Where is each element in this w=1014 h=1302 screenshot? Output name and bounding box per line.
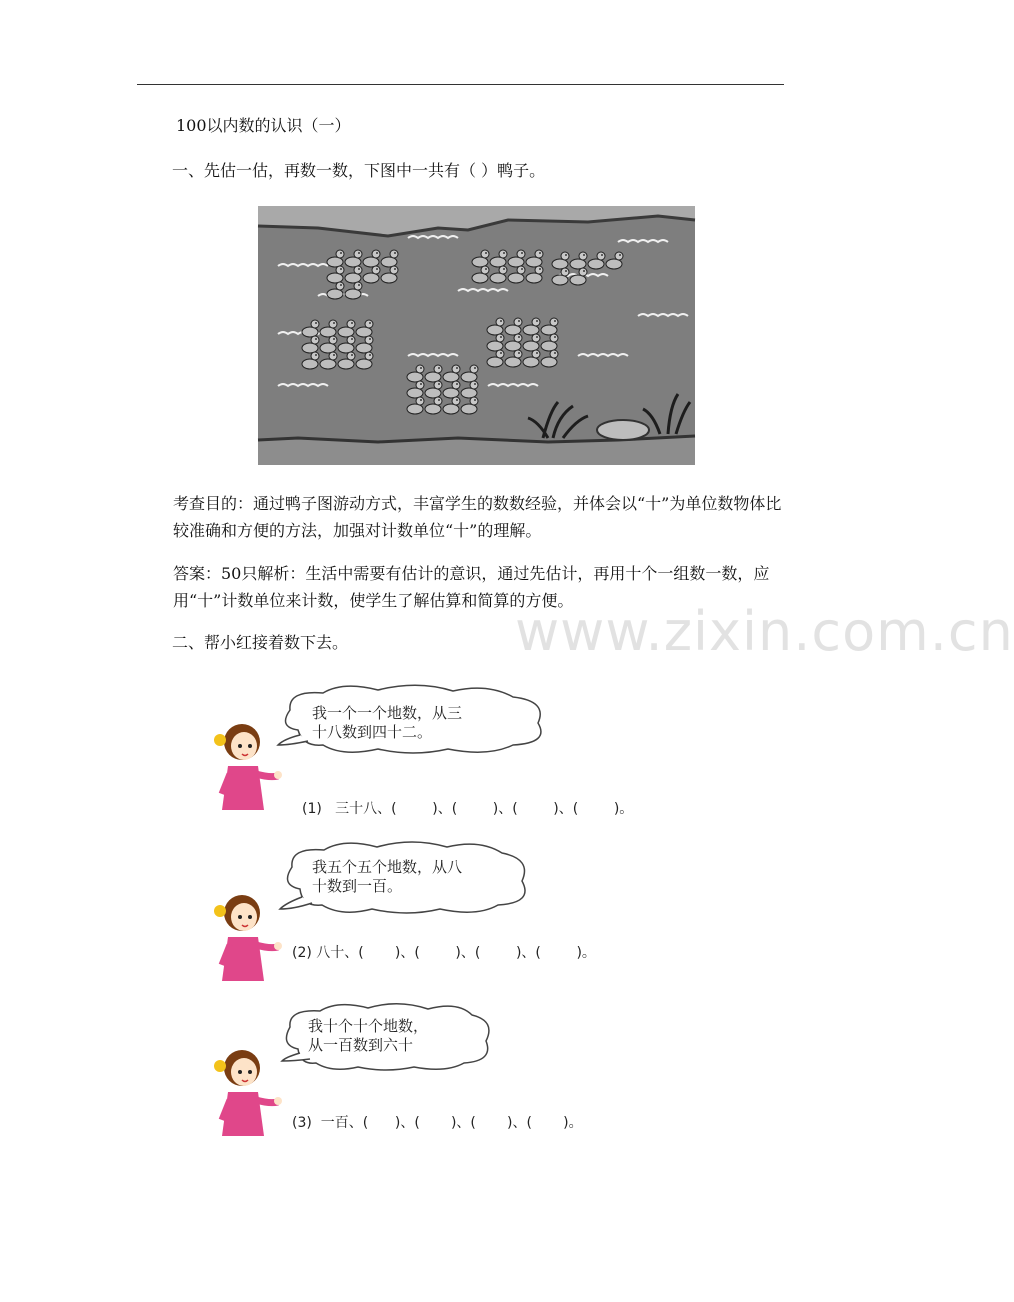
duck-mark <box>338 336 355 353</box>
watermark: www.zixin.com.cn <box>515 600 1014 663</box>
duck-mark <box>407 365 424 382</box>
duck-mark <box>487 350 504 367</box>
duck-mark <box>443 397 460 414</box>
duck-mark <box>356 320 373 337</box>
question-1-prompt: 一、先估一估，再数一数，下图中一共有（ ）鸭子。 <box>172 161 546 180</box>
duck-mark <box>505 334 522 351</box>
answer-line-2: (2) 八十、( )、( )、( )、( )。 <box>292 945 596 961</box>
duck-mark <box>461 381 478 398</box>
duck-mark <box>407 381 424 398</box>
bubble-1-line-2: 十八数到四十二。 <box>312 723 433 741</box>
duck-mark <box>356 352 373 369</box>
duck-mark <box>327 266 344 283</box>
duck-mark <box>570 268 587 285</box>
duck-mark <box>320 320 337 337</box>
wave-mark <box>408 236 458 238</box>
duck-mark <box>490 266 507 283</box>
duck-mark <box>302 352 319 369</box>
answer-line-1: (1) 三十八、( )、( )、( )、( )。 <box>302 801 634 817</box>
bubble-2 <box>312 858 462 896</box>
duck-mark <box>508 250 525 267</box>
girl-figure-3 <box>208 1044 283 1139</box>
duck-mark <box>425 397 442 414</box>
duck-mark <box>472 266 489 283</box>
duck-mark <box>606 252 623 269</box>
duck-mark <box>338 352 355 369</box>
question-1-purpose <box>140 490 785 544</box>
duck-mark <box>363 250 380 267</box>
duck-mark <box>505 350 522 367</box>
duck-mark <box>302 336 319 353</box>
duck-mark <box>381 266 398 283</box>
bubble-3 <box>308 1017 428 1055</box>
duck-mark <box>526 266 543 283</box>
purpose-text: 考查目的：通过鸭子图游动方式，丰富学生的数数经验，并体会以“十”为单位数物体比较准确和方便的方法，加强对计数单位“十”的理解。 <box>173 494 782 540</box>
duck-mark <box>526 250 543 267</box>
wave-mark <box>578 354 628 356</box>
girl-figure-2 <box>208 889 283 984</box>
bubble-3-line-1: 我十个十个地数， <box>308 1017 429 1035</box>
duck-mark <box>443 381 460 398</box>
duck-mark <box>523 334 540 351</box>
duck-mark <box>552 252 569 269</box>
duck-mark <box>425 381 442 398</box>
header-rule <box>137 84 784 85</box>
duck-mark <box>461 397 478 414</box>
duck-mark <box>541 334 558 351</box>
duck-mark <box>345 250 362 267</box>
duck-mark <box>487 334 504 351</box>
question-2-prompt: 二、帮小红接着数下去。 <box>172 633 349 652</box>
duck-mark <box>443 365 460 382</box>
duck-mark <box>461 365 478 382</box>
wave-mark <box>618 240 668 242</box>
duck-mark <box>356 336 373 353</box>
wave-mark <box>488 384 538 386</box>
girl-figure-1 <box>208 718 283 813</box>
wave-mark <box>278 264 328 266</box>
duck-mark <box>345 282 362 299</box>
duck-mark <box>302 320 319 337</box>
ducks-figure <box>258 206 695 465</box>
ducks-illustration <box>258 206 695 465</box>
duck-mark <box>523 350 540 367</box>
bubble-1-line-1: 我一个一个地数，从三 <box>312 704 463 722</box>
duck-mark <box>381 250 398 267</box>
duck-mark <box>327 250 344 267</box>
duck-mark <box>552 268 569 285</box>
duck-mark <box>363 266 380 283</box>
bubble-3-line-2: 从一百数到六十 <box>308 1036 414 1054</box>
duck-mark <box>425 365 442 382</box>
duck-mark <box>541 350 558 367</box>
page-title: 100以内数的认识（一） <box>176 116 351 135</box>
duck-mark <box>490 250 507 267</box>
bubble-2-line-2: 十数到一百。 <box>312 877 403 895</box>
duck-mark <box>345 266 362 283</box>
wave-mark <box>408 354 458 356</box>
duck-mark <box>505 318 522 335</box>
duck-mark <box>541 318 558 335</box>
bubble-2-line-1: 我五个五个地数，从八 <box>312 858 463 876</box>
duck-mark <box>523 318 540 335</box>
wave-mark <box>278 384 328 386</box>
duck-mark <box>508 266 525 283</box>
duck-mark <box>588 252 605 269</box>
answer-line-3: (3) 一百、( )、( )、( )、( )。 <box>292 1115 583 1131</box>
duck-mark <box>570 252 587 269</box>
wave-mark <box>458 289 508 291</box>
duck-mark <box>472 250 489 267</box>
wave-mark <box>638 314 688 316</box>
duck-mark <box>407 397 424 414</box>
duck-mark <box>320 336 337 353</box>
duck-mark <box>338 320 355 337</box>
bubble-1 <box>312 704 462 742</box>
duck-mark <box>320 352 337 369</box>
duck-mark <box>327 282 344 299</box>
duck-mark <box>487 318 504 335</box>
answer-text: 答案：50只解析：生活中需要有估计的意识，通过先估计，再用十个一组数一数，应用“十”计数单位来计数，使学生了解估算和简算的方便。 <box>173 564 770 610</box>
